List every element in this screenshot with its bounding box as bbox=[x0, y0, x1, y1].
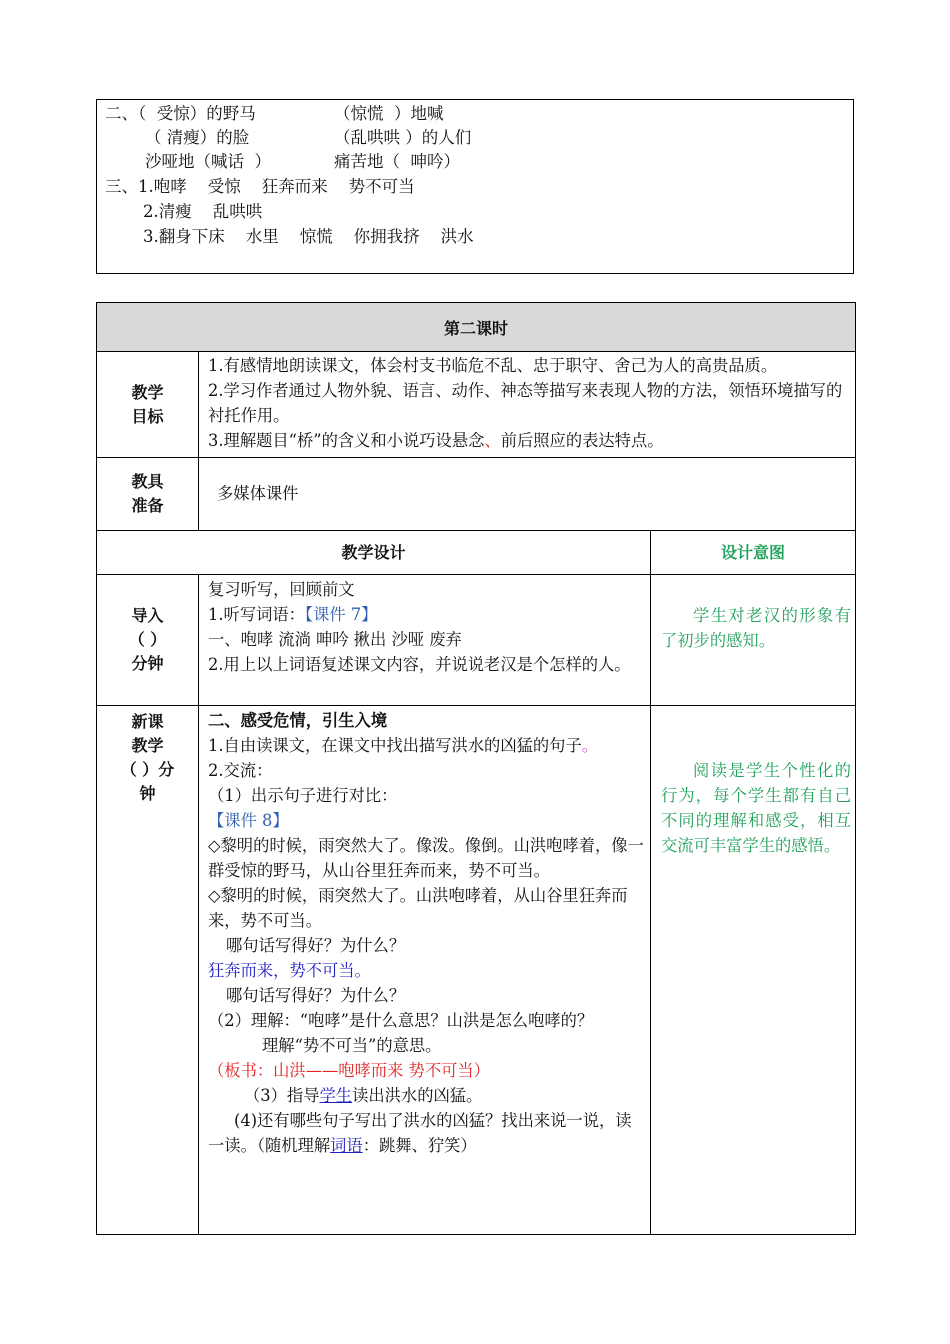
content-line: 2.交流： bbox=[208, 761, 273, 780]
content-line: 哪句话写得好？为什么？ bbox=[226, 986, 406, 1005]
content-line: （3）指导学生读出洪水的凶猛。 bbox=[244, 1086, 483, 1105]
intro-line: 2.用上以上词语复述课文内容，并说说老汉是个怎样的人。 bbox=[208, 655, 631, 674]
answer-box bbox=[96, 99, 854, 274]
content-line: 理解“势不可当”的意思。 bbox=[262, 1036, 442, 1055]
intro-line: 一、咆哮 流淌 呻吟 揪出 沙哑 废弃 bbox=[208, 630, 462, 649]
answer-highlight: 狂奔而来，势不可当。 bbox=[208, 961, 371, 980]
intro-intent: 学生对老汉的形象有了初步的感知。 bbox=[651, 575, 856, 706]
new-lesson-label: 新课 教学 （ ）分 钟 bbox=[97, 706, 199, 1235]
content-line: (4)还有哪些句子写出了洪水的凶猛？找出来说一说，读一读。（随机理解词语：跳舞、狞笑） bbox=[208, 1111, 632, 1155]
content-line: 1.自由读课文，在课文中找出描写洪水的凶猛的句子。 bbox=[208, 736, 599, 755]
lesson-title: 第二课时 bbox=[97, 303, 856, 352]
sentence-b: ◇黎明的时候，雨突然大了。山洪咆哮着，从山谷里狂奔而来，势不可当。 bbox=[208, 886, 628, 930]
intro-content bbox=[199, 575, 651, 706]
intent-header: 设计意图 bbox=[651, 531, 856, 575]
sentence-a: ◇黎明的时候，雨突然大了。像泼。像倒。山洪咆哮着，像一群受惊的野马，从山谷里狂奔而来，势不可当。 bbox=[208, 836, 644, 880]
content-line: （2）理解：“咆哮”是什么意思？山洪是怎么咆哮的？ bbox=[208, 1011, 594, 1030]
answer-line: 3.翻身下床 水里 惊慌 你拥我挤 洪水 bbox=[143, 227, 474, 246]
tools-content: 多媒体课件 bbox=[199, 458, 856, 531]
answer-line: 二、（ 受惊）的野马 bbox=[105, 104, 256, 123]
content-line: （1）出示句子进行对比： bbox=[208, 786, 398, 805]
new-lesson-content bbox=[199, 706, 651, 1235]
tools-label: 教具 准备 bbox=[97, 458, 199, 531]
answer-line: （ 清瘦）的脸 bbox=[145, 128, 250, 147]
new-lesson-intent: 阅读是学生个性化的行为，每个学生都有自己不同的理解和感受，相互交流可丰富学生的感悟。 bbox=[651, 706, 856, 1235]
goal-item: 2.学习作者通过人物外貌、语言、动作、神态等描写来表现人物的方法，领悟环境描写的衬托作用。 bbox=[208, 381, 843, 425]
goal-item: 1.有感情地朗读课文，体会村支书临危不乱、忠于职守、舍己为人的高贵品质。 bbox=[208, 356, 778, 375]
answer-line: 2.清瘦 乱哄哄 bbox=[143, 202, 263, 221]
word-link[interactable]: 词语 bbox=[330, 1136, 363, 1155]
intro-line: 1.听写词语：【课件 7】 bbox=[208, 605, 378, 624]
lesson-table bbox=[96, 302, 856, 1235]
answer-line: （惊慌 ）地喊 bbox=[334, 104, 444, 123]
intro-line: 复习听写，回顾前文 bbox=[208, 580, 355, 599]
goals-content bbox=[199, 352, 856, 458]
design-header: 教学设计 bbox=[97, 531, 651, 575]
answer-line: （乱哄哄 ）的人们 bbox=[334, 128, 472, 147]
answer-line: 痛苦地（ 呻吟） bbox=[334, 152, 460, 171]
answer-line: 沙哑地（喊话 ） bbox=[145, 152, 271, 171]
board-note: （板书：山洪——咆哮而来 势不可当） bbox=[208, 1061, 490, 1080]
courseware-tag: 【课件 7】 bbox=[304, 605, 378, 624]
student-link[interactable]: 学生 bbox=[319, 1086, 353, 1105]
goals-label: 教学 目标 bbox=[97, 352, 199, 458]
courseware-tag: 【课件 8】 bbox=[208, 811, 289, 830]
content-line: 哪句话写得好？为什么？ bbox=[226, 936, 406, 955]
answer-line: 三、1.咆哮 受惊 狂奔而来 势不可当 bbox=[105, 177, 415, 196]
section-heading: 二、感受危情，引生入境 bbox=[208, 711, 388, 730]
goal-item: 3.理解题目“桥”的含义和小说巧设悬念、前后照应的表达特点。 bbox=[208, 431, 664, 450]
intro-label: 导入 （ ） 分钟 bbox=[97, 575, 199, 706]
